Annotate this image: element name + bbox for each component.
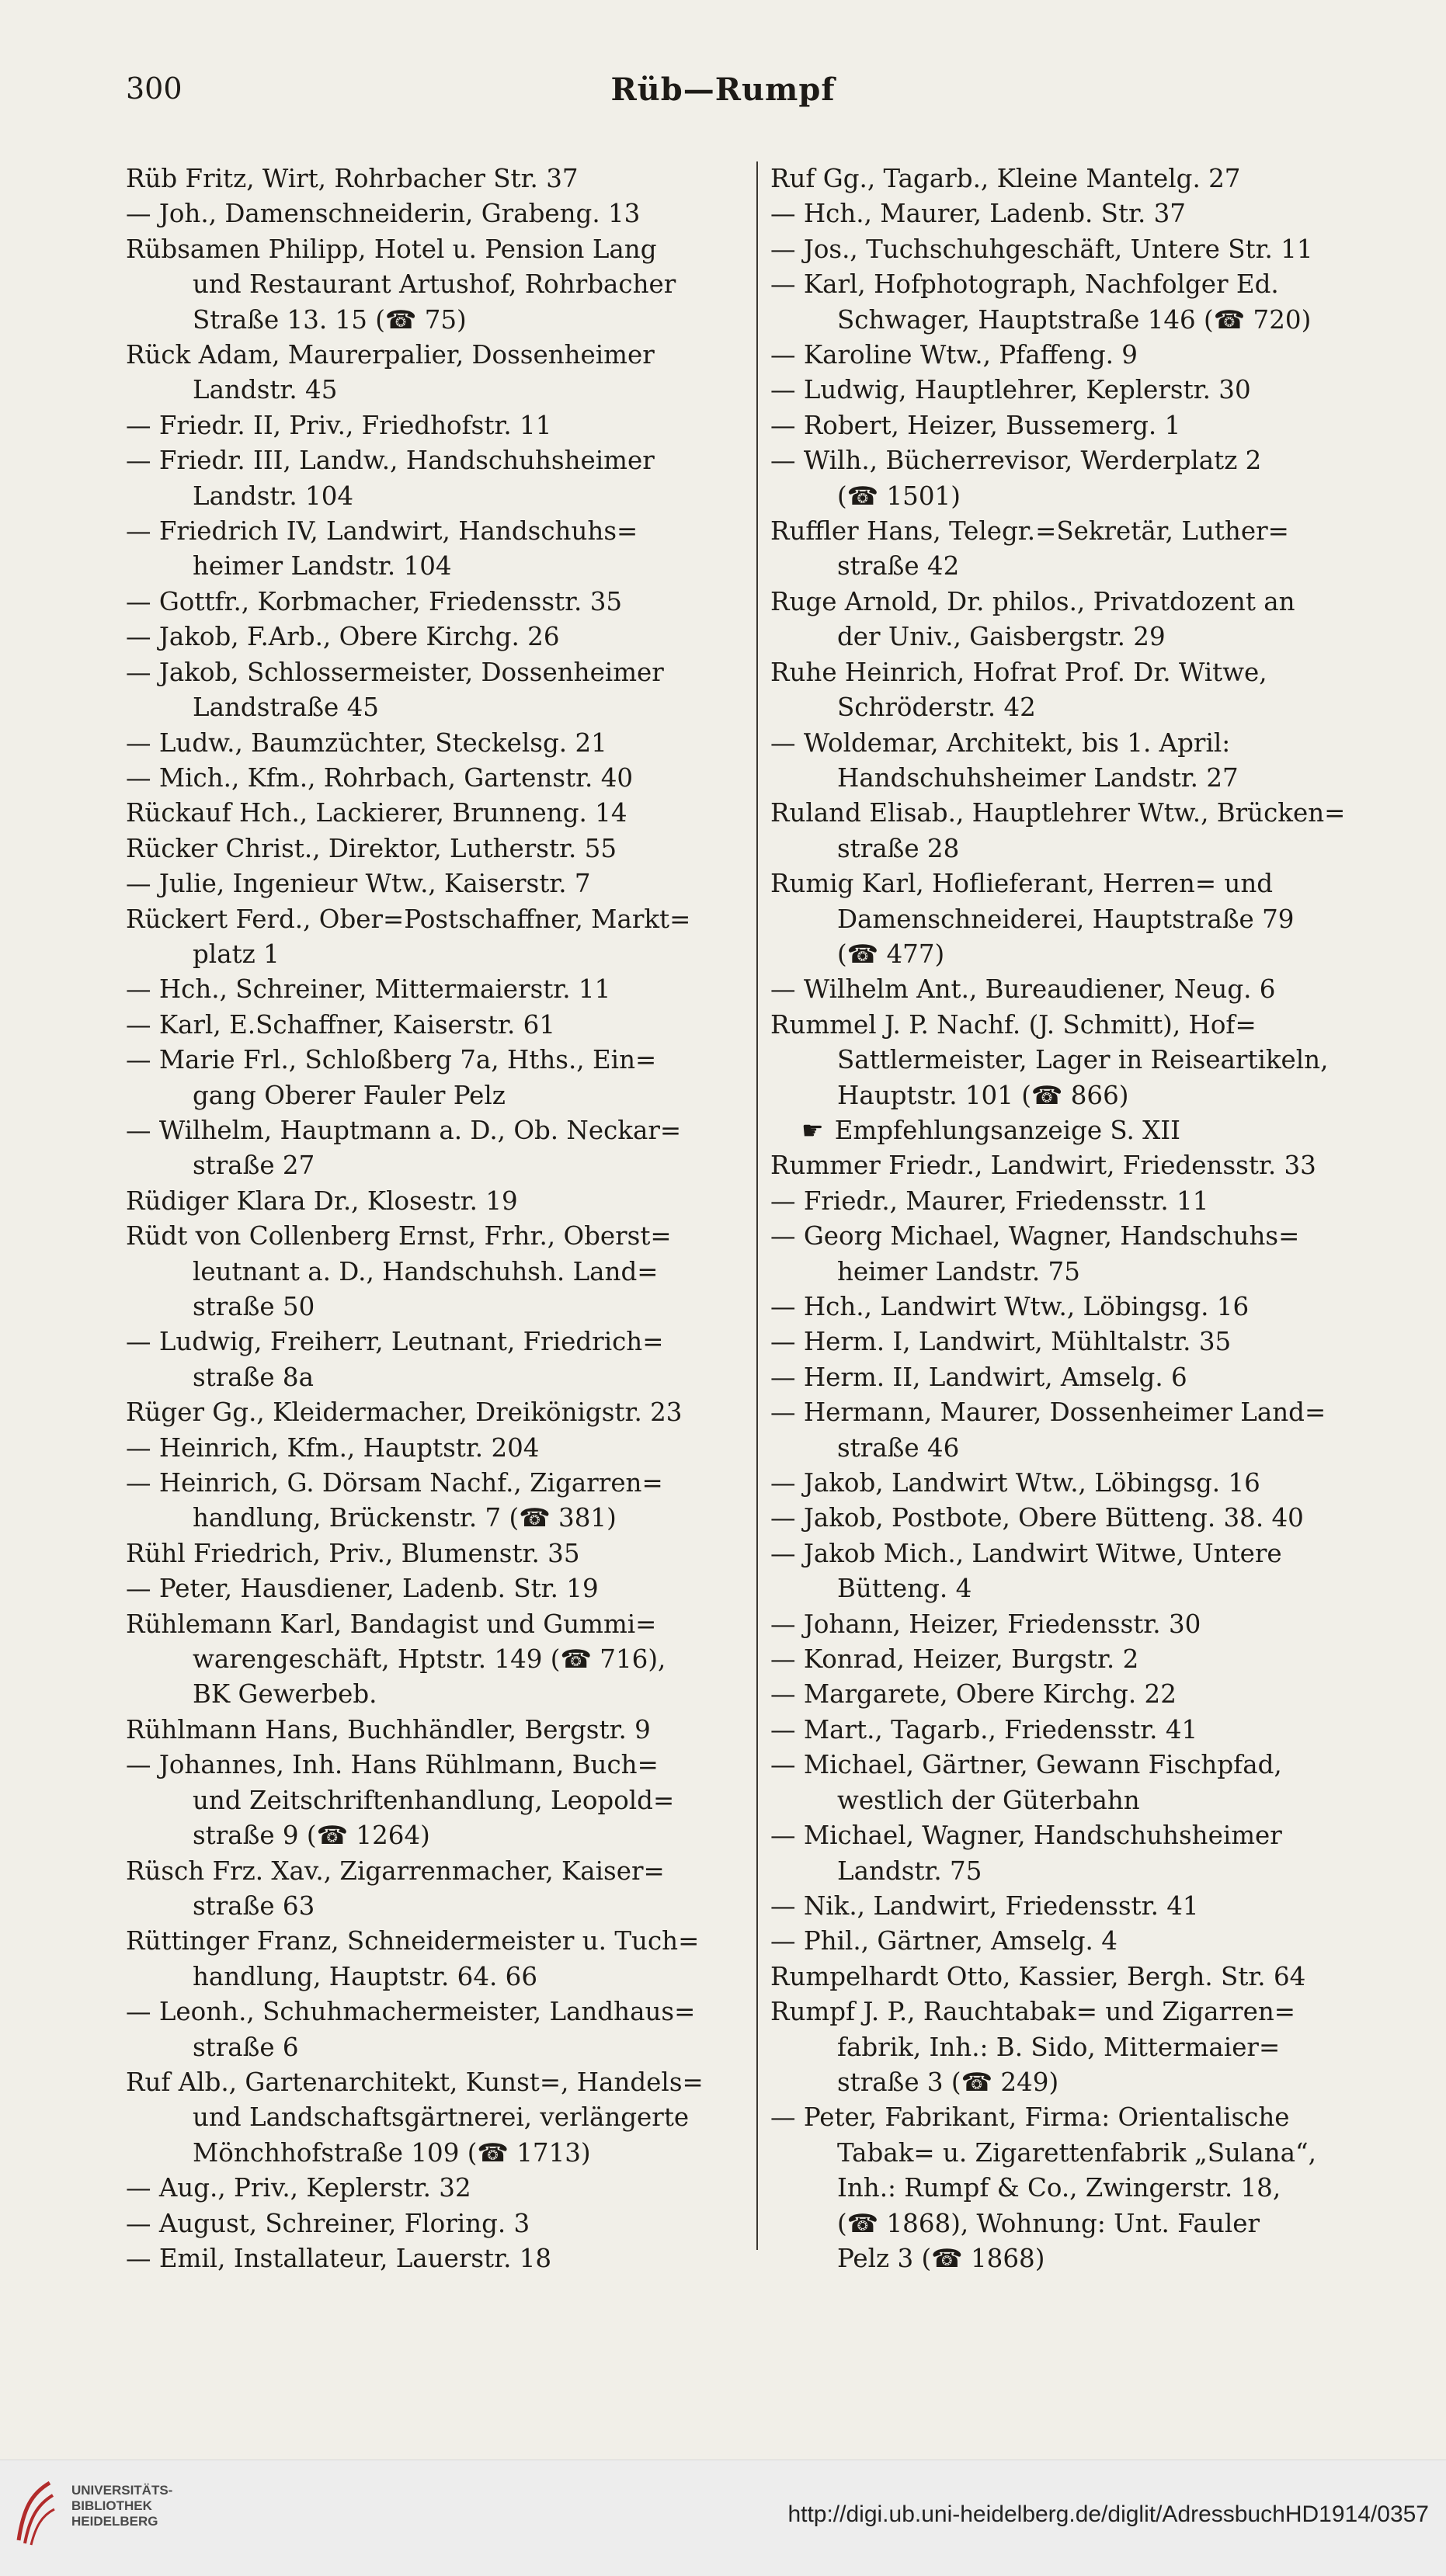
- directory-entry: [770, 2100, 1399, 2276]
- entry-text: — Heinrich, Kfm., Hauptstr. 204: [126, 1432, 540, 1463]
- entry-line: [126, 1536, 755, 1571]
- directory-entry: [126, 514, 755, 585]
- entry-continuation: und Landschaftsgärtnerei, verlängerte: [193, 2102, 690, 2133]
- library-seal-icon: [16, 2478, 56, 2548]
- entry-line: [770, 408, 1399, 443]
- entry-text: Ruf Alb., Gartenarchitekt, Kunst=, Handels=: [126, 2067, 704, 2097]
- entry-line: [126, 1571, 755, 1606]
- directory-entry: [126, 1184, 755, 1219]
- entry-continuation: platz 1: [193, 939, 280, 969]
- entry-line: [126, 1748, 755, 1783]
- entry-text: — Julie, Ingenieur Wtw., Kaiserstr. 7: [126, 869, 591, 899]
- entry-continuation: (☎ 477): [837, 939, 945, 969]
- entry-continuation: Schwager, Hauptstraße 146 (☎ 720): [837, 304, 1312, 335]
- entry-text: — Heinrich, G. Dörsam Nachf., Zigarren=: [126, 1468, 663, 1498]
- entry-text: — Johann, Heizer, Friedensstr. 30: [770, 1609, 1201, 1639]
- entry-text: — Mart., Tagarb., Friedensstr. 41: [770, 1714, 1198, 1745]
- entry-text: — Ludw., Baumzüchter, Steckelsg. 21: [126, 727, 607, 758]
- entry-line: [770, 655, 1399, 690]
- directory-entry: [126, 1431, 755, 1466]
- entry-line: [770, 726, 1399, 761]
- directory-entry: [770, 1395, 1399, 1466]
- entry-text: Rüsch Frz. Xav., Zigarrenmacher, Kaiser=: [126, 1856, 665, 1886]
- entry-text: — Leonh., Schuhmachermeister, Landhaus=: [126, 1997, 696, 2027]
- entry-text: Ruge Arnold, Dr. philos., Privatdozent an: [770, 586, 1295, 616]
- entry-continuation: Handschuhsheimer Landstr. 27: [837, 762, 1239, 793]
- entry-continuation: (☎ 1501): [837, 481, 961, 511]
- directory-entry: [770, 408, 1399, 443]
- entry-line: [126, 2206, 755, 2241]
- directory-entry: [126, 1713, 755, 1748]
- column-divider: [756, 161, 758, 2250]
- directory-entry: [770, 1466, 1399, 1501]
- directory-entry: [126, 726, 755, 761]
- directory-entry: [770, 373, 1399, 408]
- entry-text: — Michael, Gärtner, Gewann Fischpfad,: [770, 1750, 1282, 1780]
- entry-text: — Michael, Wagner, Handschuhsheimer: [770, 1821, 1282, 1851]
- directory-entry: [770, 196, 1399, 231]
- entry-continuation: und Restaurant Artushof, Rohrbacher: [193, 269, 676, 300]
- entry-text: — Wilh., Bücherrevisor, Werderplatz 2: [770, 446, 1262, 476]
- directory-entry: [770, 1536, 1399, 1607]
- entry-text: Ruf Gg., Tagarb., Kleine Mantelg. 27: [770, 164, 1241, 193]
- entry-line: [770, 443, 1399, 478]
- entry-text: Rühlmann Hans, Buchhändler, Bergstr. 9: [126, 1714, 651, 1745]
- entry-text: — Jos., Tuchschuhgeschäft, Untere Str. 11: [770, 234, 1313, 264]
- entry-line: [770, 585, 1399, 620]
- entry-line: [126, 338, 755, 373]
- entry-line: [770, 1607, 1399, 1642]
- entry-text: Rühl Friedrich, Priv., Blumenstr. 35: [126, 1538, 580, 1568]
- running-head: Rüb—Rumpf: [610, 71, 836, 108]
- left-column: [126, 161, 755, 2276]
- entry-continuation: Landstr. 45: [193, 375, 338, 405]
- directory-entry: [126, 1536, 755, 1571]
- entry-line: [126, 408, 755, 443]
- entry-line: [770, 1713, 1399, 1748]
- directory-entry: [126, 1607, 755, 1713]
- directory-entry: [126, 1113, 755, 1184]
- page-number: 300: [126, 71, 182, 106]
- entry-line: [770, 196, 1399, 231]
- entry-line: [126, 1008, 755, 1043]
- entry-line: [770, 1960, 1399, 1994]
- entry-line: [770, 1889, 1399, 1924]
- entry-text: Rühlemann Karl, Bandagist und Gummi=: [126, 1609, 657, 1639]
- directory-entry: [126, 2171, 755, 2206]
- entry-line: [770, 866, 1399, 901]
- entry-line: [770, 232, 1399, 267]
- entry-line: [126, 620, 755, 654]
- entry-line: [770, 1113, 1399, 1148]
- entry-continuation: Bütteng. 4: [837, 1574, 972, 1604]
- directory-entry: [126, 161, 755, 196]
- entry-continuation: straße 42: [837, 551, 960, 582]
- directory-entry: [770, 1113, 1399, 1148]
- entry-text: — Robert, Heizer, Bussemerg. 1: [770, 410, 1181, 440]
- entry-continuation: straße 9 (☎ 1264): [193, 1821, 430, 1851]
- entry-text: — Georg Michael, Wagner, Handschuhs=: [770, 1221, 1300, 1252]
- entry-text: Rüger Gg., Kleidermacher, Dreikönigstr. 23: [126, 1397, 683, 1428]
- directory-entry: [126, 1008, 755, 1043]
- entry-continuation: straße 28: [837, 833, 960, 863]
- entry-line: [770, 161, 1399, 196]
- entry-text: — Karoline Wtw., Pfaffeng. 9: [770, 340, 1138, 370]
- entry-line: [770, 1924, 1399, 1959]
- entry-text: — Friedrich IV, Landwirt, Handschuhs=: [126, 516, 638, 547]
- directory-entry: [126, 1466, 755, 1536]
- directory-entry: [126, 338, 755, 408]
- directory-entry: [770, 1960, 1399, 1994]
- entry-text: Rückauf Hch., Lackierer, Brunneng. 14: [126, 798, 627, 828]
- directory-entry: [770, 1818, 1399, 1889]
- entry-text: Rücker Christ., Direktor, Lutherstr. 55: [126, 833, 617, 863]
- directory-entry: [770, 585, 1399, 655]
- entry-line: [126, 443, 755, 478]
- entry-continuation: straße 6: [193, 2032, 299, 2062]
- directory-entry: [126, 2065, 755, 2171]
- entry-text: — August, Schreiner, Floring. 3: [126, 2208, 530, 2238]
- entry-line: [126, 1854, 755, 1889]
- directory-entry: [126, 2241, 755, 2276]
- entry-line: [770, 514, 1399, 549]
- entry-text: Rumpelhardt Otto, Kassier, Bergh. Str. 64: [770, 1961, 1306, 1991]
- entry-line: [770, 1395, 1399, 1430]
- entry-continuation: Straße 13. 15 (☎ 75): [193, 304, 467, 335]
- directory-entry: [770, 443, 1399, 514]
- entry-line: [126, 2241, 755, 2276]
- directory-entry: [126, 1748, 755, 1853]
- directory-entry: [770, 1184, 1399, 1219]
- directory-entry: [126, 1854, 755, 1925]
- entry-line: [770, 1148, 1399, 1183]
- entry-text: — Mich., Kfm., Rohrbach, Gartenstr. 40: [126, 762, 634, 793]
- directory-entry: [126, 1994, 755, 2065]
- entry-line: [770, 1501, 1399, 1536]
- entry-line: [770, 1677, 1399, 1712]
- entry-text: — Jakob, Postbote, Obere Bütteng. 38. 40: [770, 1503, 1304, 1533]
- entry-line: [126, 796, 755, 831]
- entry-line: [126, 831, 755, 866]
- entry-text: Rummel J. P. Nachf. (J. Schmitt), Hof=: [770, 1009, 1257, 1040]
- directory-entry: [770, 1219, 1399, 1290]
- entry-continuation: Inh.: Rumpf & Co., Zwingerstr. 18,: [837, 2173, 1281, 2203]
- entry-continuation: straße 3 (☎ 249): [837, 2067, 1059, 2097]
- entry-text: — Wilhelm, Hauptmann a. D., Ob. Neckar=: [126, 1115, 682, 1145]
- directory-entry: [126, 796, 755, 831]
- entry-continuation: gang Oberer Fauler Pelz: [193, 1080, 506, 1110]
- directory-entry: [126, 196, 755, 231]
- right-column: [770, 161, 1399, 2276]
- directory-entry: [126, 1571, 755, 1606]
- entry-text: — Jakob, Schlossermeister, Dossenheimer: [126, 657, 664, 687]
- entry-continuation: straße 63: [193, 1890, 315, 1921]
- entry-continuation: BK Gewerbeb.: [193, 1679, 377, 1710]
- entry-line: [770, 1219, 1399, 1254]
- entry-line: [770, 1290, 1399, 1324]
- directory-entry: [126, 972, 755, 1007]
- directory-entry: [126, 1043, 755, 1113]
- entry-continuation: straße 8a: [193, 1362, 314, 1392]
- entry-text: — Emil, Installateur, Lauerstr. 18: [126, 2243, 552, 2273]
- entry-text: Rüdt von Collenberg Ernst, Frhr., Oberst=: [126, 1221, 672, 1252]
- directory-entry: [770, 796, 1399, 866]
- directory-entry: [126, 655, 755, 726]
- entry-text: — Joh., Damenschneiderin, Grabeng. 13: [126, 199, 641, 229]
- entry-line: [770, 338, 1399, 373]
- directory-entry: [770, 1607, 1399, 1642]
- directory-entry: [770, 1642, 1399, 1677]
- entry-continuation: straße 46: [837, 1432, 960, 1463]
- entry-continuation: Sattlermeister, Lager in Reiseartikeln,: [837, 1045, 1329, 1075]
- entry-continuation: heimer Landstr. 104: [193, 551, 452, 582]
- directory-entry: [770, 1677, 1399, 1712]
- entry-line: [770, 1642, 1399, 1677]
- directory-entry: [770, 1889, 1399, 1924]
- entry-text: — Hch., Landwirt Wtw., Löbingsg. 16: [770, 1292, 1250, 1321]
- entry-text: — Hermann, Maurer, Dossenheimer Land=: [770, 1397, 1326, 1428]
- directory-entry: [770, 1713, 1399, 1748]
- directory-entry: [770, 1148, 1399, 1183]
- directory-entry: [126, 2206, 755, 2241]
- entry-text: Rummer Friedr., Landwirt, Friedensstr. 33: [770, 1151, 1316, 1181]
- entry-line: [126, 1994, 755, 2029]
- entry-line: [126, 1395, 755, 1430]
- entry-line: [126, 1184, 755, 1219]
- entry-continuation: Tabak= u. Zigarettenfabrik „Sulana“,: [837, 2137, 1316, 2168]
- entry-line: [126, 972, 755, 1007]
- pointing-hand-icon: ☛: [801, 1115, 824, 1145]
- entry-line: [126, 161, 755, 196]
- directory-entry: [126, 761, 755, 796]
- entry-line: [770, 373, 1399, 408]
- entry-text: Ruland Elisab., Hauptlehrer Wtw., Brücken=: [770, 798, 1346, 828]
- entry-line: [126, 655, 755, 690]
- entry-line: [126, 2171, 755, 2206]
- entry-line: [770, 2100, 1399, 2135]
- entry-text: — Konrad, Heizer, Burgstr. 2: [770, 1644, 1139, 1675]
- entry-text: — Margarete, Obere Kirchg. 22: [770, 1679, 1177, 1710]
- entry-text: — Hch., Maurer, Ladenb. Str. 37: [770, 199, 1186, 229]
- entry-line: [126, 1466, 755, 1501]
- directory-entry: [770, 1324, 1399, 1359]
- entry-continuation: heimer Landstr. 75: [837, 1256, 1080, 1286]
- entry-continuation: straße 50: [193, 1292, 315, 1321]
- entry-line: [126, 1324, 755, 1359]
- directory-entry: [126, 1924, 755, 1994]
- entry-continuation: (☎ 1868), Wohnung: Unt. Fauler: [837, 2208, 1260, 2238]
- entry-line: [770, 1466, 1399, 1501]
- directory-entry: [770, 1360, 1399, 1395]
- entry-text: Ruffler Hans, Telegr.=Sekretär, Luther=: [770, 516, 1289, 547]
- directory-entry: [770, 1994, 1399, 2100]
- entry-continuation: Hauptstr. 101 (☎ 866): [837, 1080, 1129, 1110]
- entry-line: [770, 1360, 1399, 1395]
- entry-line: [126, 232, 755, 267]
- entry-continuation: Landstr. 104: [193, 481, 354, 511]
- directory-entry: [770, 1008, 1399, 1113]
- entry-continuation: leutnant a. D., Handschuhsh. Land=: [193, 1256, 659, 1286]
- entry-line: [770, 1008, 1399, 1043]
- entry-line: [770, 1536, 1399, 1571]
- entry-text: — Ludwig, Hauptlehrer, Keplerstr. 30: [770, 375, 1251, 405]
- entry-continuation: der Univ., Gaisbergstr. 29: [837, 622, 1166, 652]
- entry-text: Rüdiger Klara Dr., Klosestr. 19: [126, 1186, 518, 1216]
- entry-line: [126, 1431, 755, 1466]
- entry-text: — Wilhelm Ant., Bureaudiener, Neug. 6: [770, 974, 1276, 1005]
- entry-line: [126, 866, 755, 901]
- library-name: [71, 2483, 172, 2529]
- entry-continuation: Landstr. 75: [837, 1856, 982, 1886]
- entry-continuation: Schröderstr. 42: [837, 693, 1036, 723]
- entry-text: — Ludwig, Freiherr, Leutnant, Friedrich=: [126, 1327, 664, 1357]
- entry-line: [126, 761, 755, 796]
- entry-text: — Woldemar, Architekt, bis 1. April:: [770, 727, 1231, 758]
- entry-continuation: fabrik, Inh.: B. Sido, Mittermaier=: [837, 2032, 1281, 2062]
- entry-line: [126, 196, 755, 231]
- entry-text: — Herm. II, Landwirt, Amselg. 6: [770, 1362, 1187, 1392]
- entry-text: Ruhe Heinrich, Hofrat Prof. Dr. Witwe,: [770, 657, 1267, 687]
- directory-entry: [770, 338, 1399, 373]
- entry-continuation: Mönchhofstraße 109 (☎ 1713): [193, 2137, 591, 2168]
- entry-text: — Jakob, F.Arb., Obere Kirchg. 26: [126, 622, 560, 652]
- directory-entry: [126, 620, 755, 654]
- entry-line: [126, 1113, 755, 1148]
- directory-entry: [126, 1395, 755, 1430]
- entry-text: — Phil., Gärtner, Amselg. 4: [770, 1926, 1118, 1956]
- entry-continuation: westlich der Güterbahn: [837, 1785, 1140, 1815]
- entry-text: — Herm. I, Landwirt, Mühltalstr. 35: [770, 1327, 1232, 1357]
- entry-line: [126, 1713, 755, 1748]
- entry-text: — Jakob, Landwirt Wtw., Löbingsg. 16: [770, 1468, 1260, 1498]
- entry-line: [770, 1748, 1399, 1783]
- entry-text: Rüttinger Franz, Schneidermeister u. Tuch=: [126, 1926, 700, 1956]
- entry-continuation: straße 27: [193, 1151, 315, 1181]
- entry-text: — Peter, Fabrikant, Firma: Orientalische: [770, 2102, 1290, 2133]
- entry-text: Rück Adam, Maurerpalier, Dossenheimer: [126, 340, 655, 370]
- directory-entry: [126, 408, 755, 443]
- entry-continuation: Pelz 3 (☎ 1868): [837, 2243, 1045, 2273]
- entry-continuation: und Zeitschriftenhandlung, Leopold=: [193, 1785, 675, 1815]
- entry-line: [126, 1219, 755, 1254]
- entry-continuation: Landstraße 45: [193, 693, 379, 723]
- entry-text: Empfehlungsanzeige S. XII: [834, 1115, 1180, 1145]
- entry-text: — Friedr., Maurer, Friedensstr. 11: [770, 1186, 1209, 1216]
- library-line: BIBLIOTHEK: [71, 2498, 152, 2513]
- entry-line: [126, 1607, 755, 1642]
- entry-text: Rumig Karl, Hoflieferant, Herren= und: [770, 869, 1274, 899]
- entry-line: [126, 902, 755, 937]
- entry-line: [126, 1043, 755, 1078]
- entry-line: [770, 267, 1399, 302]
- entry-text: — Gottfr., Korbmacher, Friedensstr. 35: [126, 586, 623, 616]
- directory-entry: [770, 866, 1399, 972]
- directory-entry: [770, 1924, 1399, 1959]
- directory-entry: [126, 1324, 755, 1395]
- entry-line: [126, 514, 755, 549]
- entry-text: — Friedr. II, Priv., Friedhofstr. 11: [126, 410, 552, 440]
- entry-line: [770, 1994, 1399, 2029]
- entry-text: — Peter, Hausdiener, Ladenb. Str. 19: [126, 1574, 599, 1604]
- directory-entry: [126, 866, 755, 901]
- entry-text: — Aug., Priv., Keplerstr. 32: [126, 2173, 471, 2203]
- directory-entry: [770, 267, 1399, 338]
- directory-entry: [770, 1748, 1399, 1818]
- entry-line: [126, 2065, 755, 2100]
- directory-entry: [770, 161, 1399, 196]
- entry-continuation: Damenschneiderei, Hauptstraße 79: [837, 904, 1295, 934]
- library-line: HEIDELBERG: [71, 2514, 158, 2529]
- directory-entry: [770, 972, 1399, 1007]
- directory-entry: [770, 1501, 1399, 1536]
- directory-entry: [770, 232, 1399, 267]
- entry-text: Rückert Ferd., Ober=Postschaffner, Markt=: [126, 904, 691, 934]
- entry-text: Rumpf J. P., Rauchtabak= und Zigarren=: [770, 1997, 1295, 2027]
- entry-text: — Nik., Landwirt, Friedensstr. 41: [770, 1890, 1199, 1921]
- entry-line: [770, 1184, 1399, 1219]
- directory-entry: [126, 1219, 755, 1324]
- directory-entry: [126, 232, 755, 338]
- source-url-link[interactable]: http://digi.ub.uni-heidelberg.de/diglit/AdressbuchHD1914/0357: [787, 2501, 1429, 2527]
- entry-line: [126, 726, 755, 761]
- entry-line: [770, 972, 1399, 1007]
- entry-text: — Friedr. III, Landw., Handschuhsheimer: [126, 446, 655, 476]
- entry-line: [126, 1924, 755, 1959]
- entry-text: Rübsamen Philipp, Hotel u. Pension Lang: [126, 234, 657, 264]
- directory-entry: [126, 902, 755, 973]
- entry-continuation: warengeschäft, Hptstr. 149 (☎ 716),: [193, 1644, 666, 1675]
- entry-continuation: handlung, Brückenstr. 7 (☎ 381): [193, 1503, 617, 1533]
- entry-text: — Karl, E.Schaffner, Kaiserstr. 61: [126, 1009, 556, 1040]
- entry-line: [770, 1818, 1399, 1853]
- directory-entry: [770, 655, 1399, 726]
- directory-entry: [126, 831, 755, 866]
- entry-text: — Hch., Schreiner, Mittermaierstr. 11: [126, 974, 611, 1005]
- directory-entry: [770, 1290, 1399, 1324]
- directory-entry: [126, 443, 755, 514]
- entry-text: — Karl, Hofphotograph, Nachfolger Ed.: [770, 269, 1279, 300]
- directory-entry: [770, 514, 1399, 585]
- entry-line: [770, 796, 1399, 831]
- entry-text: — Marie Frl., Schloßberg 7a, Hths., Ein=: [126, 1045, 657, 1075]
- entry-text: — Johannes, Inh. Hans Rühlmann, Buch=: [126, 1750, 659, 1780]
- directory-entry: [770, 726, 1399, 797]
- library-line: UNIVERSITÄTS-: [71, 2483, 173, 2498]
- entry-text: — Jakob Mich., Landwirt Witwe, Untere: [770, 1538, 1282, 1568]
- entry-continuation: handlung, Hauptstr. 64. 66: [193, 1961, 538, 1991]
- directory-entry: [126, 585, 755, 620]
- entry-line: [126, 585, 755, 620]
- entry-text: Rüb Fritz, Wirt, Rohrbacher Str. 37: [126, 164, 579, 193]
- entry-line: [770, 1324, 1399, 1359]
